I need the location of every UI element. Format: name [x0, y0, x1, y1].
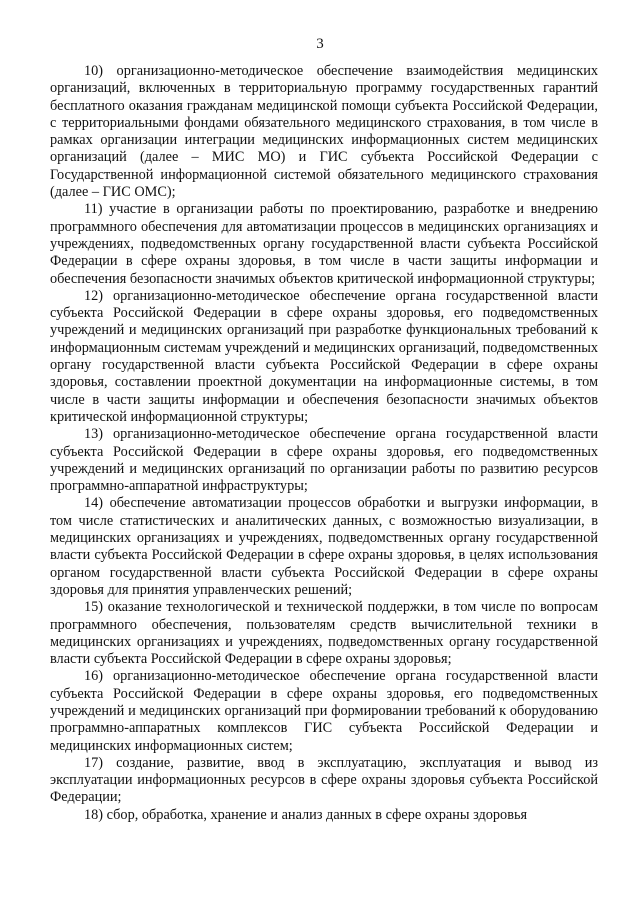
paragraph-item-14: 14) обеспечение автоматизации процессов обработки и выгрузки информации, в том числе статистических и аналитических данных, с возможностью визуализации, в медицинских организациях и учреждениях, подведомственных органу государственной власти субъекта Российской Федерации в сфере охраны здоровья, в целях использования органом государственной власти субъекта Российской Федерации в сфере охраны здоровья для принятия управленческих решений;	[50, 495, 598, 598]
paragraph-item-17: 17) создание, развитие, ввод в эксплуатацию, эксплуатация и вывод из эксплуатации информационных ресурсов в сфере охраны здоровья субъекта Российской Федерации;	[50, 754, 598, 806]
paragraph-item-12: 12) организационно-методическое обеспечение органа государственной власти субъекта Российской Федерации в сфере охраны здоровья, его подведомственных учреждений и медицинских организаций при разработке функциональных требований к информационным системам учреждений и медицинских организаций, подведомственных органу государственной власти субъекта Российской Федерации в сфере охраны здоровья, составлении проектной документации на информационные системы, в том числе в части защиты информации и обеспечения безопасности значимых объектов критической информационной структуры;	[50, 287, 598, 425]
paragraph-item-11: 11) участие в организации работы по проектированию, разработке и внедрению программного обеспечения для автоматизации процессов в медицинских организациях и учреждениях, подведомственных органу государственной власти субъекта Российской Федерации в сфере охраны здоровья, в том числе в части защиты информации и обеспечения безопасности значимых объектов критической информационной структуры;	[50, 201, 598, 287]
document-body	[50, 63, 598, 824]
paragraph-item-10: 10) организационно-методическое обеспечение взаимодействия медицинских организаций, включенных в территориальную программу государственных гарантий бесплатного оказания гражданам медицинской помощи субъекта Российской Федерации, с территориальными фондами обязательного медицинского страхования, в том числе в рамках организации интеграции медицинских информационных систем медицинских организаций (далее – МИС МО) и ГИС субъекта Российской Федерации с Государственной информационной системой обязательного медицинского страхования (далее – ГИС ОМС);	[50, 63, 598, 201]
paragraph-item-16: 16) организационно-методическое обеспечение органа государственной власти субъекта Российской Федерации в сфере охраны здоровья, его подведомственных учреждений и медицинских организаций при формировании требований к оборудованию программно-аппаратных комплексов ГИС субъекта Российской Федерации и медицинских информационных систем;	[50, 668, 598, 754]
paragraph-item-18: 18) сбор, обработка, хранение и анализ данных в сфере охраны здоровья	[84, 806, 528, 823]
paragraph-item-15: 15) оказание технологической и технической поддержки, в том числе по вопросам программного обеспечения, пользователям средств вычислительной техники в медицинских организациях и учреждениях, подведомственных органу государственной власти субъекта Российской Федерации в сфере охраны здоровья;	[50, 599, 598, 668]
paragraph-item-13: 13) организационно-методическое обеспечение органа государственной власти субъекта Российской Федерации в сфере охраны здоровья, его подведомственных учреждений и медицинских организаций по организации работы по развитию ресурсов программно-аппаратной инфраструктуры;	[50, 426, 598, 495]
page-number: 3	[316, 36, 324, 52]
